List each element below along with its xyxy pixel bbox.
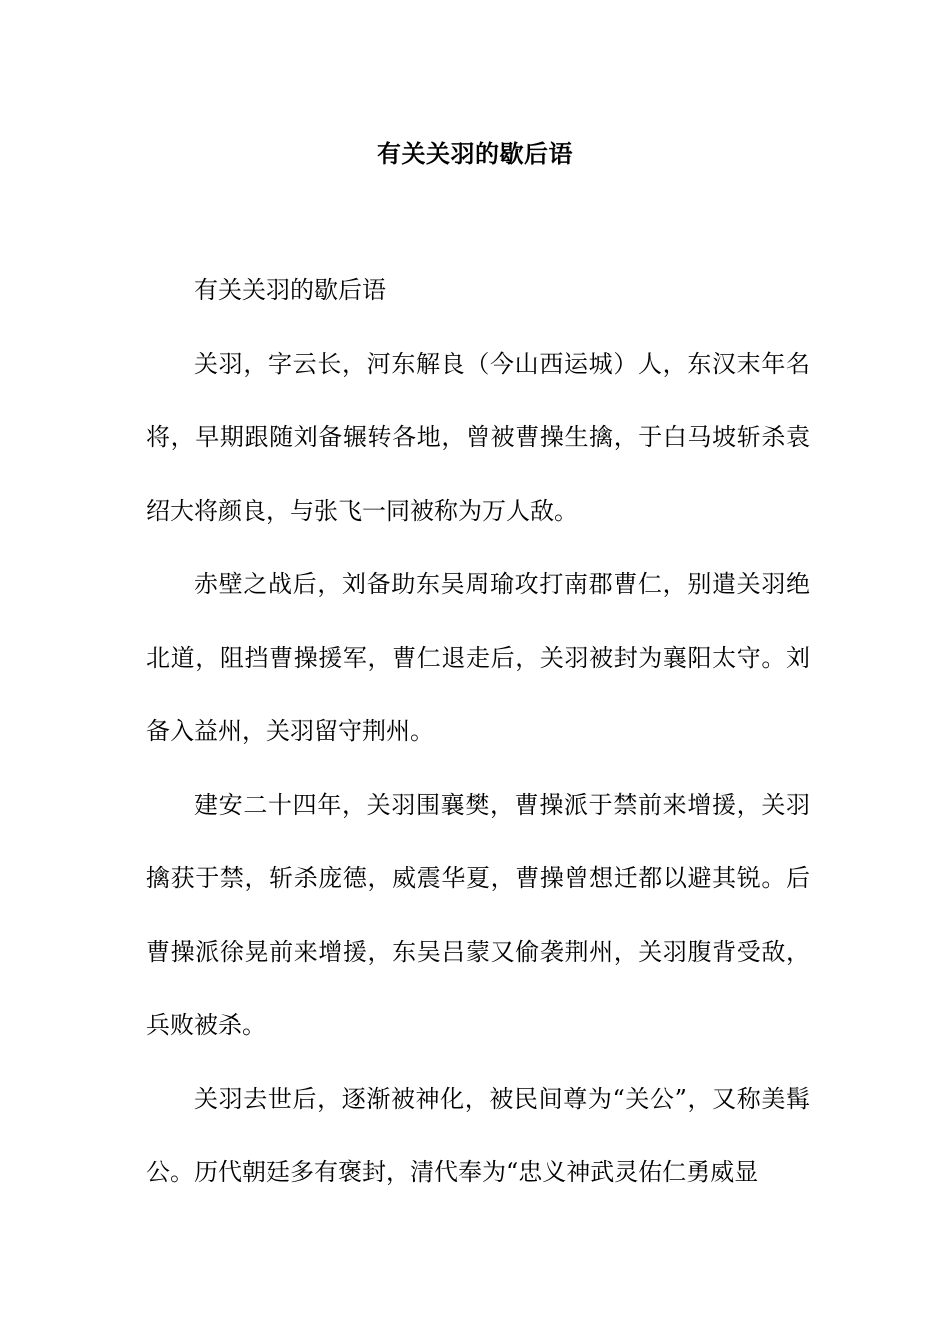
paragraph-1: 关羽，字云长，河东解良（今山西运城）人，东汉末年名将，早期跟随刘备辗转各地，曾被曹操生擒，于白马坡斩杀袁绍大将颜良，与张飞一同被称为万人敌。 bbox=[146, 349, 810, 525]
paragraph-4: 关羽去世后，逐渐被神化，被民间尊为“关公”，又称美髯公。历代朝廷多有褒封，清代奉为“忠义神武灵佑仁勇威显 bbox=[146, 1084, 810, 1186]
paragraph-2: 赤壁之战后，刘备助东吴周瑜攻打南郡曹仁，别遣关羽绝北道，阻挡曹操援军，曹仁退走后，关羽被封为襄阳太守。刘备入益州，关羽留守荆州。 bbox=[146, 570, 810, 745]
document-subtitle: 有关关羽的歇后语 bbox=[194, 276, 386, 304]
document-title: 有关关羽的歇后语 bbox=[377, 139, 573, 168]
paragraph-3: 建安二十四年，关羽围襄樊，曹操派于禁前来增援，关羽擒获于禁，斩杀庞德，威震华夏，曹操曾想迁都以避其锐。后曹操派徐晃前来增援，东吴吕蒙又偷袭荆州，关羽腹背受敌，兵败被杀。 bbox=[146, 790, 810, 1039]
document-body bbox=[146, 254, 810, 1210]
